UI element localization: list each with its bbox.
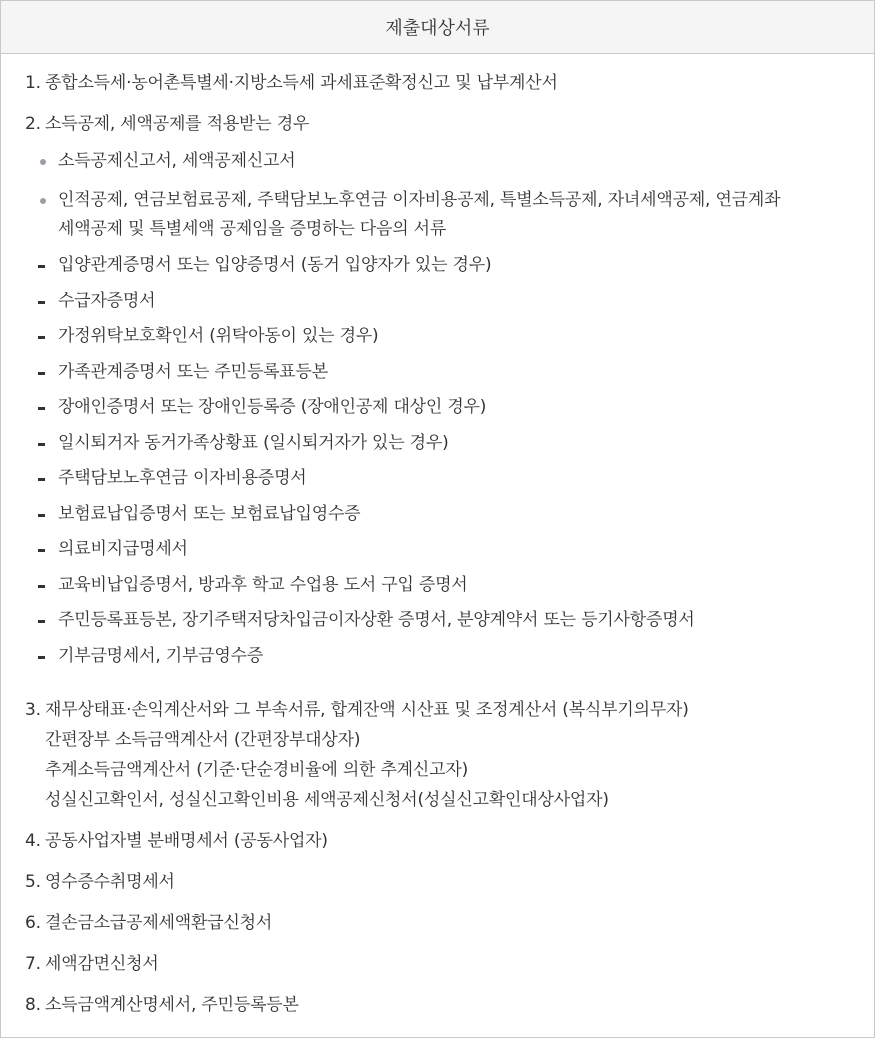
item-text: 소득공제, 세액공제를 적용받는 경우 (45, 114, 310, 134)
item-text: 세액감면신청서 (45, 954, 159, 974)
dash-icon (38, 443, 45, 446)
dash-icon (38, 336, 45, 339)
proof-document-item (38, 461, 858, 497)
item-text: 소득금액계산명세서, 주민등록등본 (45, 995, 299, 1015)
proof-document-text: 수급자증명서 (58, 290, 156, 311)
proof-document-item (38, 603, 858, 639)
proof-document-item (38, 497, 858, 533)
dash-icon (38, 514, 45, 517)
proof-document-item (38, 390, 858, 426)
proof-document-text: 주택담보노후연금 이자비용증명서 (58, 468, 307, 488)
proof-document-text: 주민등록표등본, 장기주택저당차입금이자상환 증명서, 분양계약서 또는 등기사항증명서 (58, 610, 695, 630)
proof-document-text: 보험료납입증명서 또는 보험료납입영수증 (58, 503, 361, 524)
list-item-7 (25, 949, 874, 979)
proof-document-text: 교육비납입증명서, 방과후 학교 수업용 도서 구입 증명서 (58, 574, 468, 595)
item-body (45, 695, 874, 815)
bullet-dot-icon (40, 159, 46, 165)
proof-document-item (38, 532, 858, 568)
proof-document-item (38, 426, 858, 462)
item-number: 5. (25, 872, 41, 892)
sub-item-text: 소득공제신고서, 세액공제신고서 (58, 151, 296, 171)
list-item-3 (25, 695, 874, 815)
proof-document-text: 입양관계증명서 또는 입양증명서 (동거 입양자가 있는 경우) (58, 255, 492, 275)
sub-item-text-line-2: 세액공제 및 특별세액 공제임을 증명하는 다음의 서류 (58, 219, 447, 239)
list-item-8 (25, 990, 874, 1020)
proof-document-text: 가정위탁보호확인서 (위탁아동이 있는 경우) (58, 326, 379, 346)
proof-document-text: 기부금명세서, 기부금영수증 (58, 645, 264, 666)
proof-document-item (38, 319, 858, 355)
dash-icon (38, 372, 45, 375)
dash-icon (38, 478, 45, 481)
sub-item-2 (41, 186, 874, 674)
item-number: 3. (25, 700, 41, 720)
item-text-line-2: 간편장부 소득금액계산서 (간편장부대상자) (45, 730, 361, 750)
dash-icon (38, 620, 45, 623)
dash-icon (38, 549, 45, 552)
item-text: 종합소득세·농어촌특별세·지방소득세 과세표준확정신고 및 납부계산서 (45, 73, 558, 93)
list-item-5 (25, 867, 874, 897)
list-item-2 (25, 109, 874, 684)
sub-item-1 (41, 147, 874, 176)
proof-document-item (38, 248, 858, 284)
list-item-1 (25, 68, 874, 98)
item-number: 8. (25, 995, 41, 1015)
item-text: 결손금소급공제세액환급신청서 (45, 913, 273, 933)
item-text-line-1: 재무상태표·손익계산서와 그 부속서류, 합계잔액 시산표 및 조정계산서 (복식부기의무자) (45, 700, 689, 720)
item-number: 4. (25, 831, 41, 851)
item-number: 2. (25, 114, 41, 134)
sub-item-text-line-1: 인적공제, 연금보험료공제, 주택담보노후연금 이자비용공제, 특별소득공제, 자녀세액공제, 연금계좌 (58, 190, 781, 210)
item-number: 6. (25, 913, 41, 933)
item-text: 영수증수취명세서 (45, 872, 175, 892)
dash-icon (38, 301, 45, 304)
dash-icon (38, 656, 45, 659)
item-text-line-3: 추계소득금액계산서 (기준·단순경비율에 의한 추계신고자) (45, 760, 469, 780)
proof-document-item (38, 355, 858, 391)
proof-document-item (38, 284, 858, 320)
dash-icon (38, 407, 45, 410)
item-text: 공동사업자별 분배명세서 (공동사업자) (45, 831, 328, 851)
table-header (1, 1, 874, 54)
proof-document-text: 장애인증명서 또는 장애인등록증 (장애인공제 대상인 경우) (58, 397, 487, 417)
item-text-line-4: 성실신고확인서, 성실신고확인비용 세액공제신청서(성실신고확인대상사업자) (45, 790, 609, 810)
dash-icon (38, 265, 45, 268)
proof-document-text: 의료비지급명세서 (58, 539, 188, 559)
bullet-dot-icon (40, 198, 46, 204)
item-number: 7. (25, 954, 41, 974)
list-item-6 (25, 908, 874, 938)
item-body (45, 109, 874, 684)
dash-icon (38, 585, 45, 588)
list-item-4 (25, 826, 874, 856)
proof-document-text: 가족관계증명서 또는 주민등록표등본 (58, 361, 328, 382)
table-title: 제출대상서류 (385, 18, 490, 39)
sub-list (45, 147, 874, 674)
proof-document-item (38, 568, 858, 604)
proof-document-item (38, 639, 858, 675)
proof-document-text: 일시퇴거자 동거가족상황표 (일시퇴거자가 있는 경우) (58, 432, 449, 453)
proof-document-list (38, 248, 858, 674)
document-list (1, 54, 874, 1020)
item-number: 1. (25, 73, 41, 93)
